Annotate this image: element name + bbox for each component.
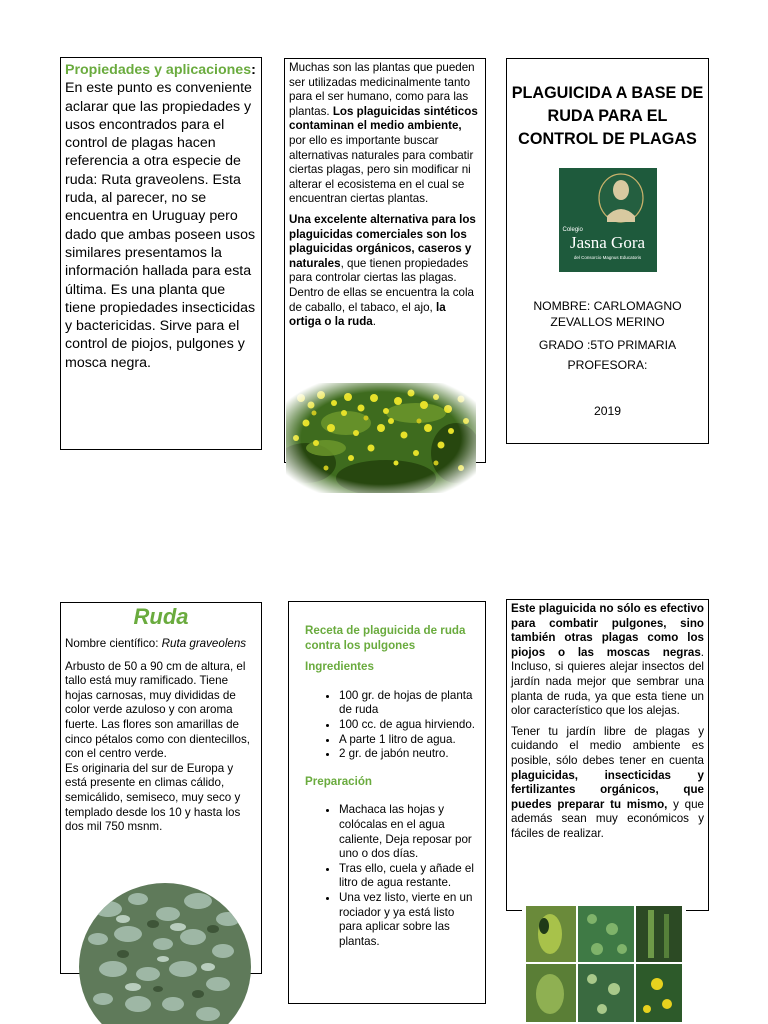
school-logo — [559, 168, 657, 272]
panel-recipe — [288, 601, 486, 1004]
grade-text: GRADO :5TO PRIMARIA — [538, 338, 677, 353]
intro-paragraph-2: Una excelente alternativa para los plaguicidas comerciales son los plaguicidas orgánicos, caseros y naturales, que tienen propiedades para controlar ciertas las plagas. Dentro de ellas se encuentra la cola de caballo, el tabaco, el ajo, la ortiga o la ruda. — [289, 212, 476, 329]
ruda-title: Ruda — [133, 604, 189, 629]
preparation-list — [305, 803, 477, 949]
logo-sub-text: del Consorcio Magnus Educatoris — [573, 255, 642, 261]
conclusion-paragraph-2: Tener tu jardín libre de plagas y cuidando el medio ambiente es posible, sólo debes tener en cuenta plaguicidas, insecticidas y fertilizantes orgánicos, que puedes preparar tu mismo, y que además sean muy económicos y fáciles de realizar. — [511, 724, 704, 840]
ingredient-item: • 100 cc. de agua hirviendo. — [339, 718, 477, 733]
propiedades-body: En este punto es conveniente aclarar que las propiedades y usos encontrados para el control de plagas hacen referencia a otra especie de ruda: Ruta graveolens. Esta ruda, al parecer, no se encuentra en Uruguay pero dado que ambas poseen usos similares presentamos la información hallada para esta última. Es una planta que tiene propiedades insecticidas y bactericidas. Sirve para el control de piojos, pulgones y mosca negra. — [65, 80, 256, 371]
scientific-name: Nombre científico: Ruta graveolens — [65, 637, 247, 650]
preparation-step: • Machaca las hojas y colócalas en el agua caliente, Deja reposar por uno o dos días. — [339, 803, 477, 861]
propiedades-heading: Propiedades y aplicaciones: — [65, 62, 256, 78]
panel-cover — [506, 58, 709, 444]
panel-conclusion — [506, 599, 709, 911]
preparation-heading: Preparación — [305, 774, 373, 788]
ingredients-heading: Ingredientes — [305, 660, 374, 674]
ruda-origin: Es originaria del sur de Europa y está presente en climas cálido, semicálido, semiseco, muy seco y templado desde los 10 y hasta los dos mil 750 msnm. — [65, 761, 241, 834]
ingredient-item: • 100 gr. de hojas de planta de ruda — [339, 689, 477, 718]
plant-collage-image — [522, 904, 686, 1024]
ingredients-list — [305, 689, 477, 762]
year-text: 2019 — [593, 404, 622, 419]
logo-small-text: Colegio — [562, 227, 583, 234]
intro-paragraph-1: Muchas son las plantas que pueden ser utilizadas medicinalmente tanto para el ser humano, como para las plantas. Los plaguicidas sintéticos contaminan el medio ambiente, por ello es importante buscar alternativas naturales para combatir ciertas plagas, pero sin modificar ni alterar el ecosistema en el cual se encuentran ciertas plantas. — [289, 61, 478, 206]
preparation-step: • Una vez listo, vierte en un rociador y ya está listo para aplicar sobre las plantas. — [339, 891, 477, 949]
ruda-description: Arbusto de 50 a 90 cm de altura, el tallo está muy ramificado. Tiene hojas carnosas, muy divididas de color verde azuloso y con aroma fuerte. Las flores son amarillas de cinco pétalos como con dientecillos, con el centro verde. — [65, 659, 250, 761]
recipe-title: Receta de plaguicida de ruda contra los pulgones — [305, 624, 466, 652]
ruda-flowers-image — [286, 383, 476, 493]
preparation-step: • Tras ello, cuela y añade el litro de agua restante. — [339, 862, 477, 891]
ingredient-item: • 2 gr. de jabón neutro. — [339, 747, 477, 762]
student-name: NOMBRE: CARLOMAGNO ZEVALLOS MERINO — [533, 299, 682, 330]
panel-propiedades — [60, 57, 262, 450]
cover-title: PLAGUICIDA A BASE DE RUDA PARA EL CONTROL DE PLAGAS — [511, 84, 704, 148]
teacher-text: PROFESORA: — [567, 358, 648, 373]
ingredient-item: • A parte 1 litro de agua. — [339, 733, 477, 748]
ruda-leaves-image — [78, 879, 252, 1024]
logo-main-text: Jasna Gora — [569, 233, 646, 253]
conclusion-paragraph-1: Este plaguicida no sólo es efectivo para combatir pulgones, sino también otras plagas como los piojos o las moscas negras. Incluso, si quieres alejar insectos del jardín nada mejor que sembrar una planta de ruda, ya que esta tiene un olor característico que los alejas. — [511, 602, 704, 718]
